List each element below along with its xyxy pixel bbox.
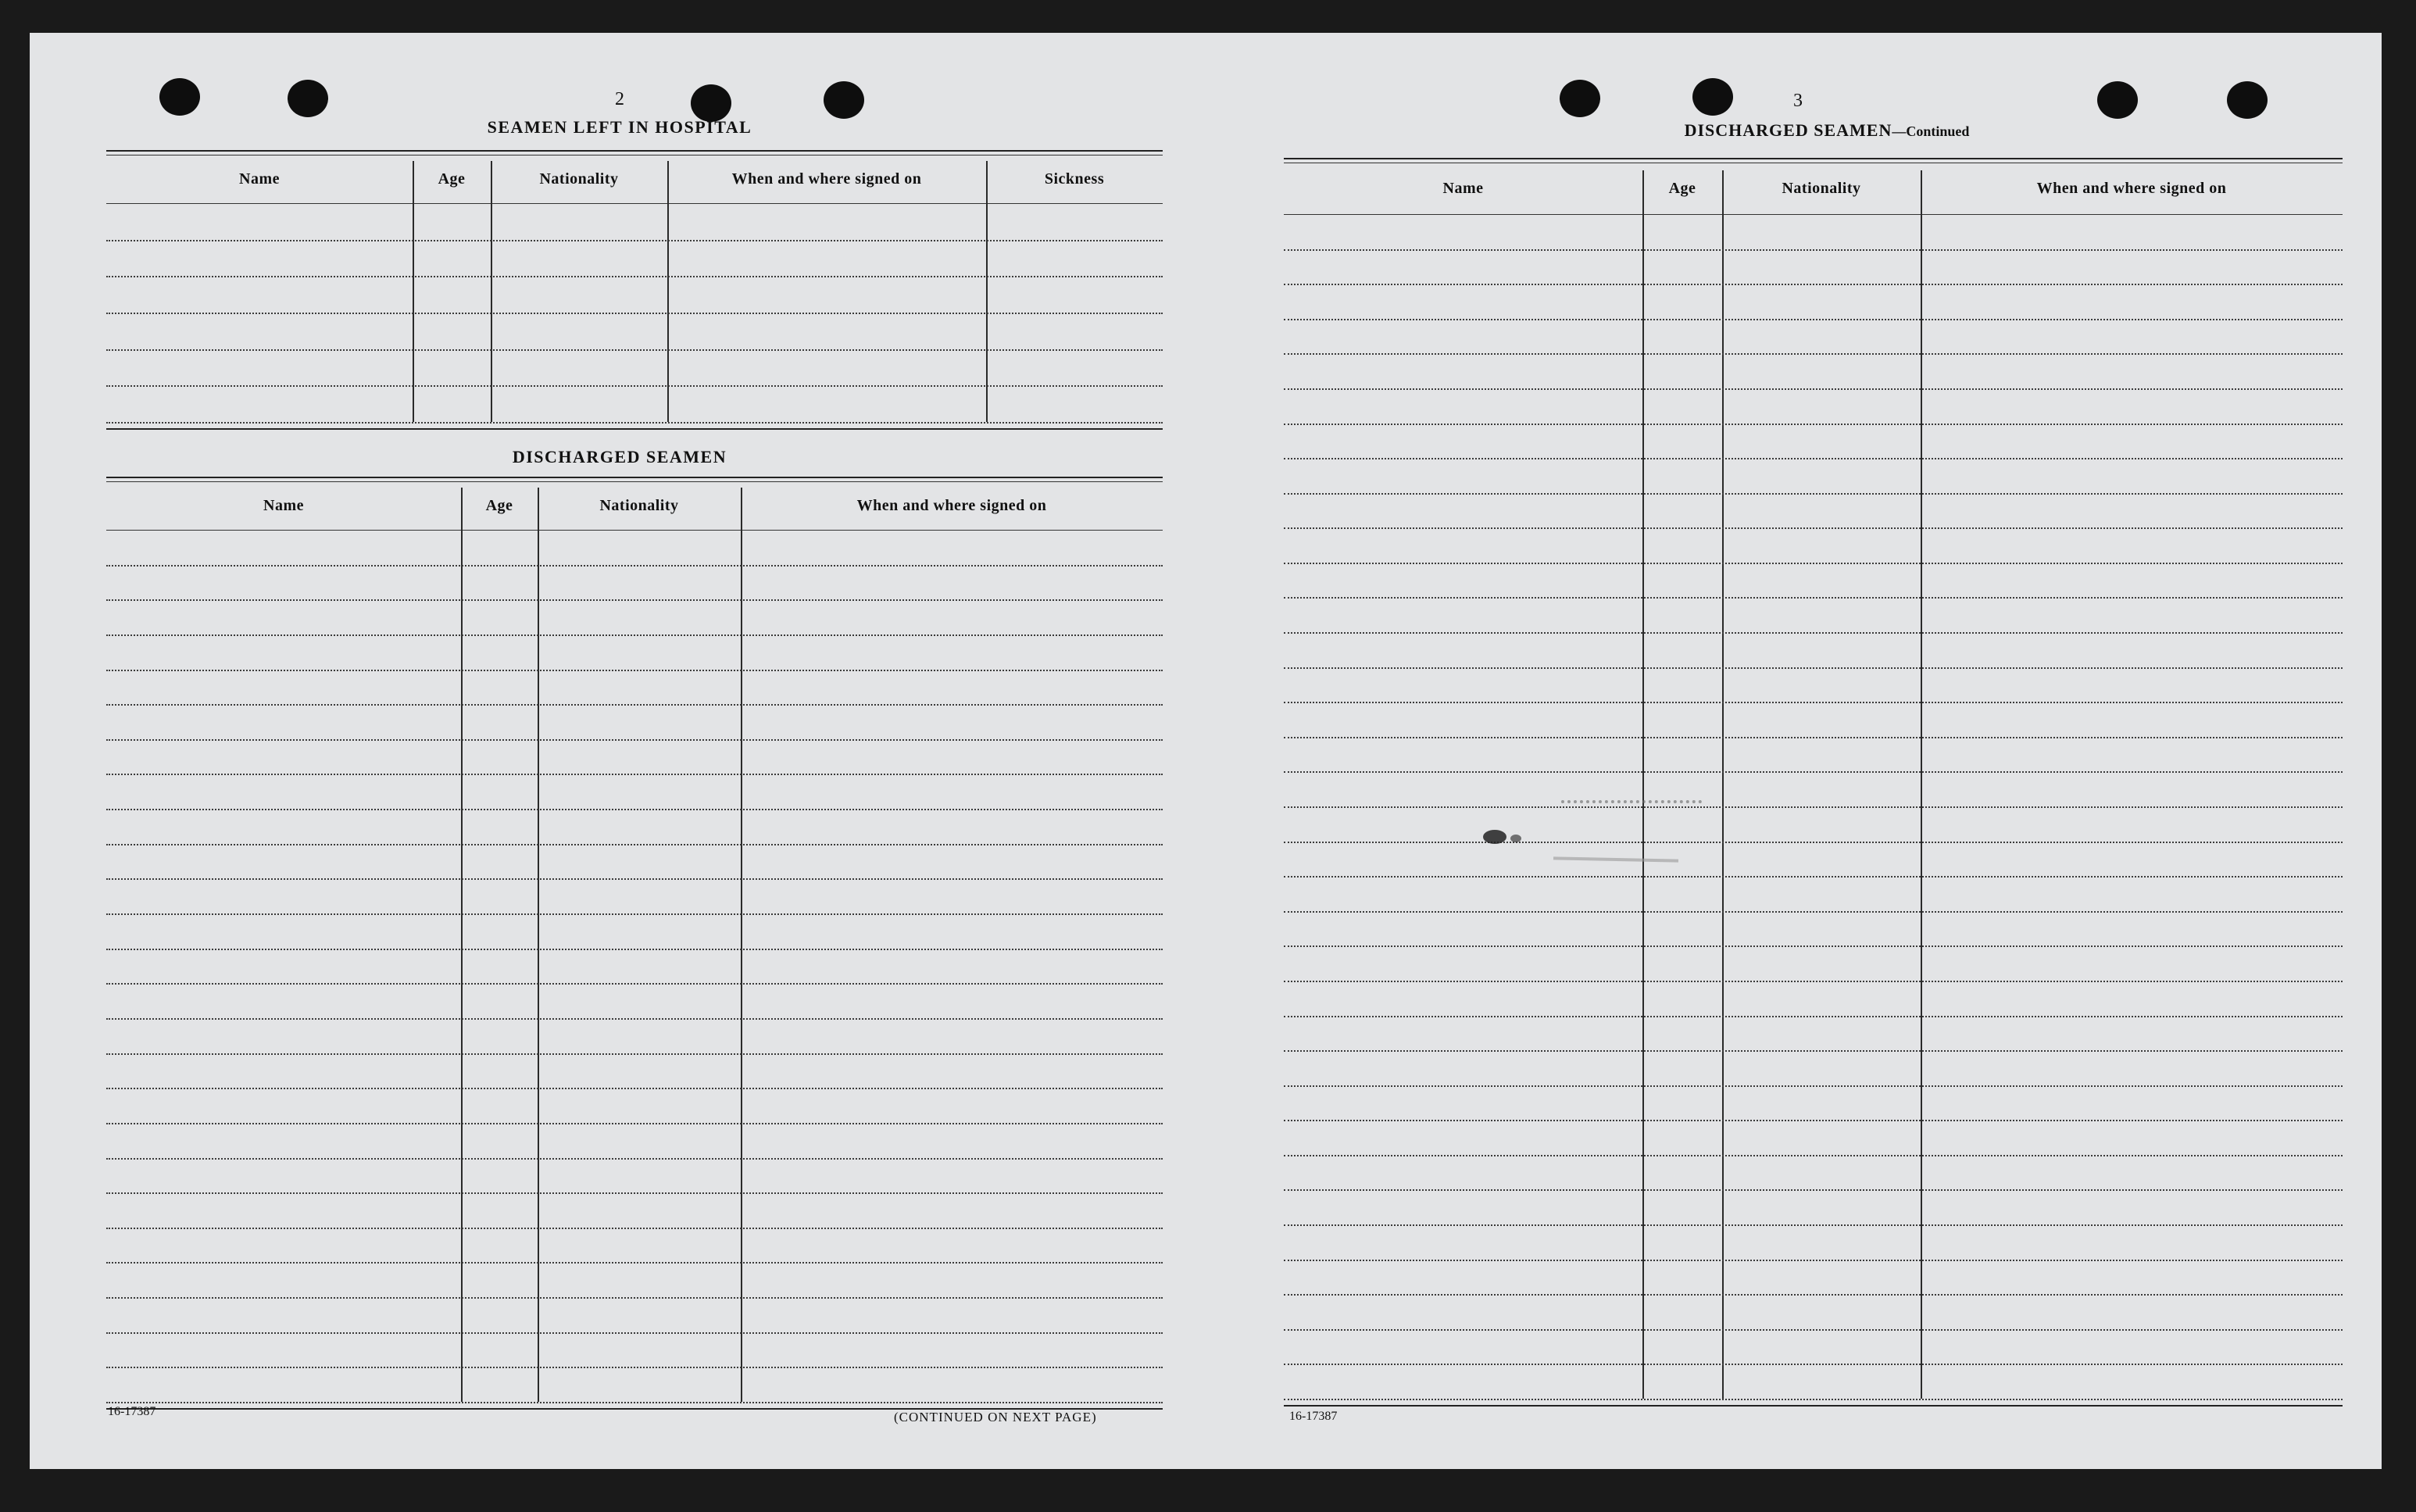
table-row bbox=[1284, 388, 2343, 390]
table-row bbox=[106, 349, 1163, 351]
table-row bbox=[106, 1018, 1163, 1020]
right-section-title bbox=[1553, 120, 2100, 141]
table-row bbox=[1284, 563, 2343, 564]
table-row bbox=[106, 913, 1163, 915]
column-header: Age bbox=[1668, 180, 1696, 197]
table-row bbox=[1284, 1364, 2343, 1365]
ink-smudge bbox=[1510, 835, 1521, 842]
table-row bbox=[1284, 249, 2343, 251]
right-title-suffix: —Continued bbox=[1892, 123, 1970, 139]
table-row bbox=[1284, 842, 2343, 843]
left-form-number: 16-17387 bbox=[108, 1405, 156, 1418]
table-row bbox=[1284, 1224, 2343, 1226]
header-rule bbox=[106, 203, 1163, 204]
discharged-top-rule-2 bbox=[106, 481, 1163, 482]
column-divider bbox=[461, 488, 463, 1402]
table-row bbox=[1284, 1294, 2343, 1296]
punch-hole bbox=[288, 80, 328, 117]
table-row bbox=[1284, 1399, 2343, 1400]
faint-smear bbox=[1553, 856, 1678, 862]
table-row bbox=[106, 422, 1163, 424]
column-divider bbox=[986, 161, 988, 422]
table-row bbox=[1284, 1260, 2343, 1261]
continued-note: (CONTINUED ON NEXT PAGE) bbox=[894, 1410, 1097, 1424]
header-rule bbox=[106, 530, 1163, 531]
left-page-number: 2 bbox=[615, 89, 624, 109]
punch-hole bbox=[824, 81, 864, 119]
table-row bbox=[1284, 1120, 2343, 1121]
punch-hole bbox=[2227, 81, 2268, 119]
table-row bbox=[1284, 667, 2343, 669]
column-header: When and where signed on bbox=[731, 170, 922, 188]
document-sheet bbox=[30, 33, 2382, 1469]
table-row bbox=[1284, 353, 2343, 355]
table-row bbox=[1284, 1155, 2343, 1156]
discharged-section-title: DISCHARGED SEAMEN bbox=[512, 447, 727, 466]
table-row bbox=[106, 1053, 1163, 1055]
table-row bbox=[106, 1228, 1163, 1229]
table-row bbox=[106, 1088, 1163, 1089]
column-header: Name bbox=[239, 170, 280, 188]
column-header: When and where signed on bbox=[2036, 180, 2227, 197]
table-row bbox=[1284, 1016, 2343, 1017]
table-row bbox=[106, 774, 1163, 775]
hospital-section-title: SEAMEN LEFT IN HOSPITAL bbox=[487, 117, 752, 137]
table-row bbox=[106, 878, 1163, 880]
table-row bbox=[106, 276, 1163, 277]
table-row bbox=[106, 1123, 1163, 1124]
table-row bbox=[1284, 527, 2343, 529]
table-row bbox=[1284, 876, 2343, 878]
table-row bbox=[106, 1158, 1163, 1160]
table-row bbox=[106, 240, 1163, 241]
table-bottom-rule bbox=[106, 428, 1163, 430]
right-form-number: 16-17387 bbox=[1289, 1410, 1338, 1423]
table-row bbox=[106, 844, 1163, 845]
column-header: Name bbox=[1442, 180, 1484, 197]
table-row bbox=[1284, 1050, 2343, 1052]
table-row bbox=[1284, 424, 2343, 425]
column-header: Nationality bbox=[1782, 180, 1861, 197]
table-row bbox=[106, 739, 1163, 741]
right-top-rule bbox=[1284, 158, 2343, 159]
table-row bbox=[1284, 632, 2343, 634]
table-row bbox=[106, 1192, 1163, 1194]
discharged-top-rule bbox=[106, 477, 1163, 478]
table-row bbox=[106, 1367, 1163, 1368]
column-header: Nationality bbox=[599, 497, 679, 514]
table-row bbox=[1284, 319, 2343, 320]
column-divider bbox=[491, 161, 492, 422]
faint-offset-marks bbox=[1561, 800, 1702, 810]
hospital-top-rule bbox=[106, 150, 1163, 152]
table-row bbox=[106, 983, 1163, 985]
table-row bbox=[1284, 771, 2343, 773]
table-row bbox=[1284, 284, 2343, 285]
punch-hole bbox=[1692, 78, 1733, 116]
column-divider bbox=[667, 161, 669, 422]
table-row bbox=[106, 599, 1163, 601]
table-row bbox=[106, 1402, 1163, 1403]
table-row bbox=[106, 634, 1163, 636]
table-row bbox=[1284, 493, 2343, 495]
table-row bbox=[1284, 1085, 2343, 1087]
table-row bbox=[106, 565, 1163, 567]
table-row bbox=[106, 809, 1163, 810]
table-row bbox=[106, 704, 1163, 706]
column-header: Age bbox=[485, 497, 513, 514]
table-row bbox=[106, 385, 1163, 387]
table-row bbox=[106, 1332, 1163, 1334]
table-bottom-rule bbox=[1284, 1405, 2343, 1407]
right-title-main: DISCHARGED SEAMEN bbox=[1684, 120, 1892, 140]
table-row bbox=[1284, 911, 2343, 913]
table-row bbox=[106, 949, 1163, 950]
punch-hole bbox=[691, 84, 731, 122]
punch-hole bbox=[159, 78, 200, 116]
table-row bbox=[1284, 702, 2343, 703]
table-row bbox=[1284, 981, 2343, 982]
column-divider bbox=[538, 488, 539, 1402]
column-header: Name bbox=[263, 497, 304, 514]
ink-smudge bbox=[1483, 830, 1506, 844]
column-divider bbox=[413, 161, 414, 422]
table-row bbox=[106, 670, 1163, 671]
table-row bbox=[106, 1262, 1163, 1264]
punch-hole bbox=[1560, 80, 1600, 117]
column-header: Age bbox=[438, 170, 466, 188]
table-row bbox=[1284, 597, 2343, 599]
column-header: Sickness bbox=[1044, 170, 1105, 188]
right-page-number: 3 bbox=[1793, 91, 1803, 111]
table-row bbox=[106, 313, 1163, 314]
punch-hole bbox=[2097, 81, 2138, 119]
table-row bbox=[1284, 458, 2343, 459]
table-row bbox=[1284, 737, 2343, 738]
table-row bbox=[1284, 1189, 2343, 1191]
header-rule bbox=[1284, 214, 2343, 215]
column-header: When and where signed on bbox=[856, 497, 1047, 514]
column-header: Nationality bbox=[539, 170, 619, 188]
table-row bbox=[1284, 945, 2343, 947]
column-divider bbox=[741, 488, 742, 1402]
table-row bbox=[1284, 806, 2343, 808]
table-row bbox=[106, 1297, 1163, 1299]
table-row bbox=[1284, 1329, 2343, 1331]
